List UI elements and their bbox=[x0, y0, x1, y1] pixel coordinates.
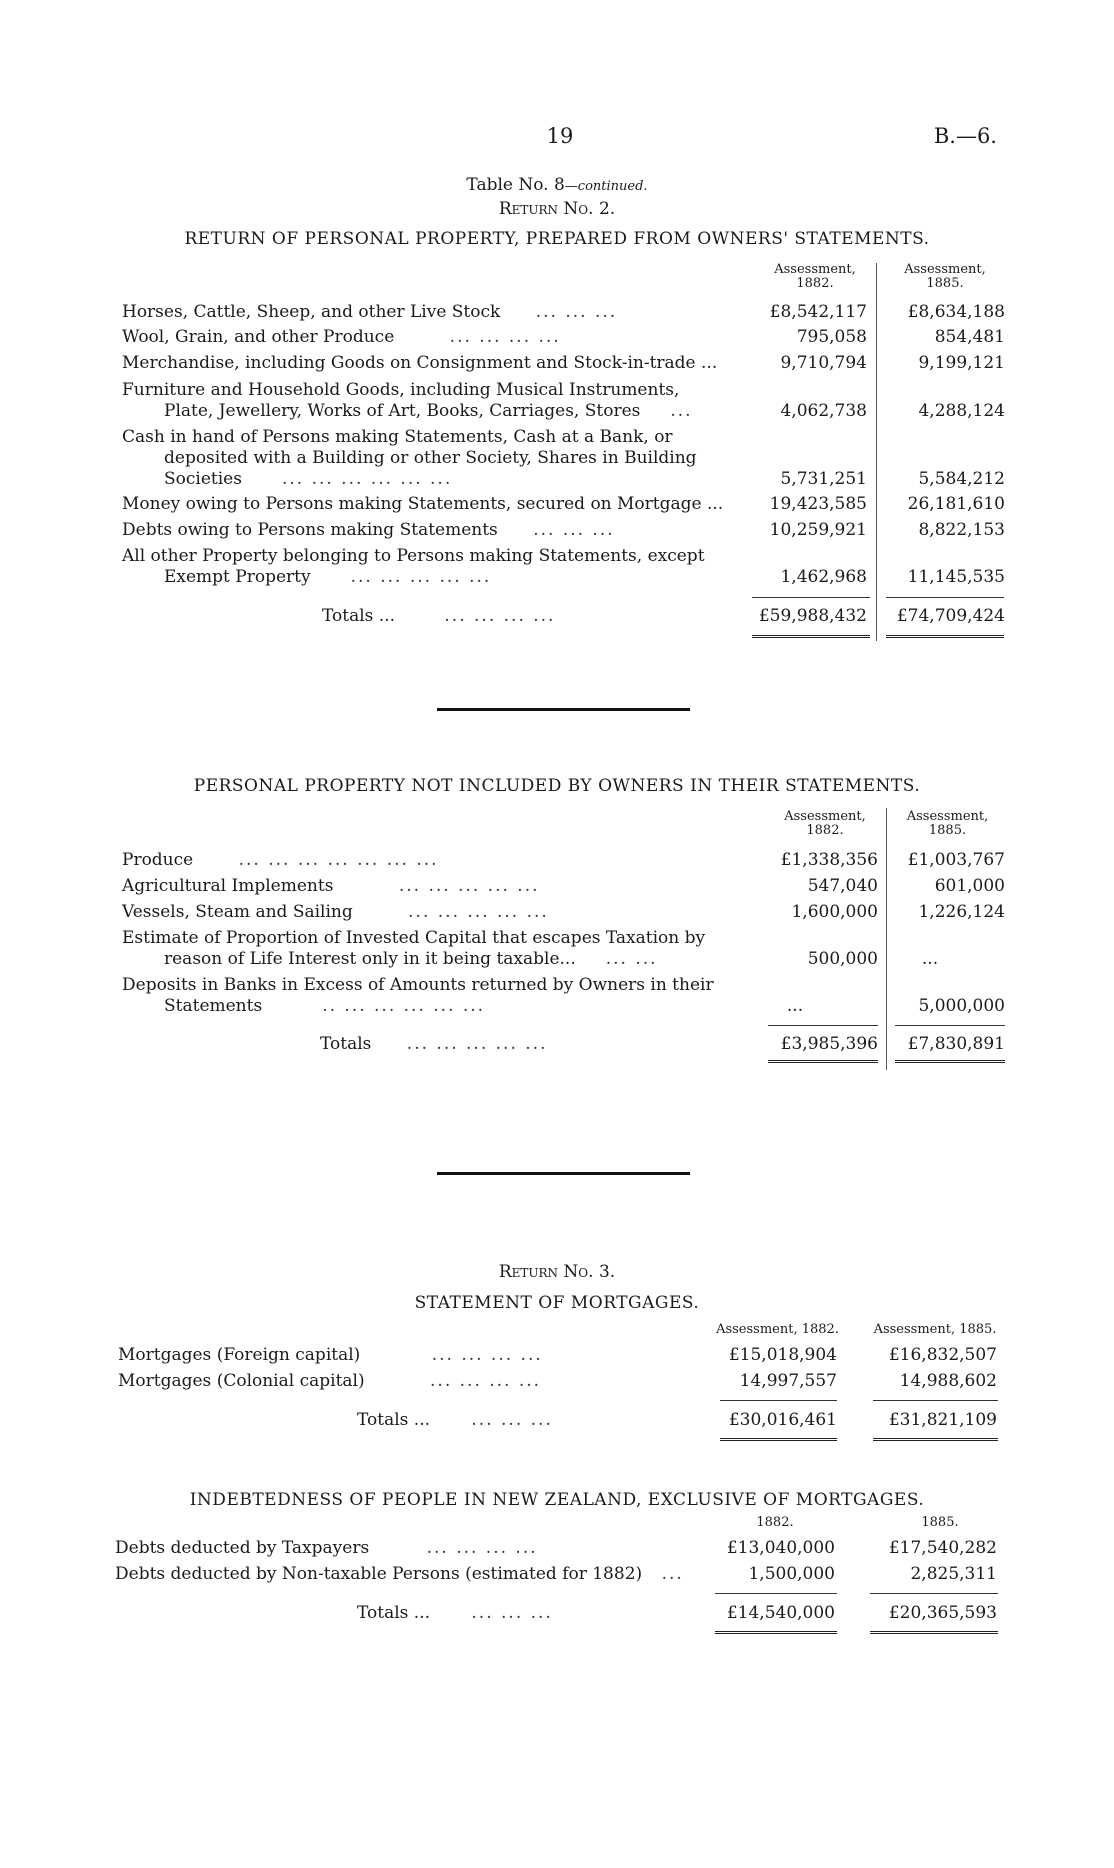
total-double-rule-1885 bbox=[873, 1438, 998, 1441]
total-double-rule-1885 bbox=[895, 1060, 1005, 1063]
totals-row: Totals ... ... ... ... ... bbox=[320, 1034, 548, 1054]
total-1882: £14,540,000 bbox=[726, 1603, 835, 1623]
value-1882: 1,600,000 bbox=[791, 902, 878, 922]
value-1885: 8,822,153 bbox=[918, 520, 1005, 540]
list-item: Wool, Grain, and other Produce ... ... ... ... bbox=[122, 327, 561, 347]
not-included-col-1882-header: Assessment, 1882. bbox=[784, 809, 866, 838]
return-2-label: Return No. 2. bbox=[498, 199, 616, 219]
total-double-rule-1882 bbox=[752, 635, 870, 638]
value-1885: £17,540,282 bbox=[888, 1538, 997, 1558]
total-double-rule-1882 bbox=[715, 1631, 837, 1634]
return-2-title: RETURN OF PERSONAL PROPERTY, PREPARED FROM OWNERS' STATEMENTS. bbox=[184, 229, 930, 249]
page-number: 19 bbox=[546, 124, 574, 148]
indebtedness-col-1882-header: 1882. bbox=[756, 1515, 794, 1530]
return-3-col-1885-header: Assessment, 1885. bbox=[873, 1322, 997, 1337]
subtotal-rule-1885 bbox=[873, 1400, 998, 1401]
total-1885: £74,709,424 bbox=[896, 606, 1005, 626]
value-1885: 1,226,124 bbox=[918, 902, 1005, 922]
total-1885: £7,830,891 bbox=[907, 1034, 1005, 1054]
list-item: Mortgages (Colonial capital) ... ... ... ... bbox=[118, 1371, 542, 1391]
subtotal-rule-1882 bbox=[715, 1593, 837, 1594]
value-1885: 26,181,610 bbox=[907, 494, 1005, 514]
value-1885: £1,003,767 bbox=[907, 850, 1005, 870]
list-item: Merchandise, including Goods on Consignment and Stock-in-trade ... bbox=[122, 353, 718, 373]
section-divider bbox=[437, 1172, 690, 1175]
indebtedness-title: INDEBTEDNESS OF PEOPLE IN NEW ZEALAND, EXCLUSIVE OF MORTGAGES. bbox=[189, 1490, 925, 1510]
value-1885: 4,288,124 bbox=[918, 401, 1005, 421]
table-caption-main: Table No. 8 bbox=[466, 175, 565, 195]
total-1882: £59,988,432 bbox=[758, 606, 867, 626]
value-1882: 500,000 bbox=[807, 949, 878, 969]
total-1882: £3,985,396 bbox=[780, 1034, 878, 1054]
value-1885: ... bbox=[921, 949, 939, 969]
value-1882: £1,338,356 bbox=[780, 850, 878, 870]
column-divider bbox=[876, 263, 877, 641]
value-1885: 5,584,212 bbox=[918, 469, 1005, 489]
value-1885: 5,000,000 bbox=[918, 996, 1005, 1016]
return-2-col-1882-header: Assessment, 1882. bbox=[774, 262, 856, 291]
not-included-col-1885-header: Assessment, 1885. bbox=[906, 809, 989, 838]
list-item: Cash in hand of Persons making Statements, Cash at a Bank, or deposited with a Building or other Society, Shares in Building Societies ... ... ... ... ... ... bbox=[122, 427, 697, 489]
value-1885: 9,199,121 bbox=[918, 353, 1005, 373]
value-1882: 14,997,557 bbox=[739, 1371, 837, 1391]
list-item: Debts deducted by Taxpayers ... ... ... ... bbox=[115, 1538, 538, 1558]
indebtedness-col-1885-header: 1885. bbox=[921, 1515, 959, 1530]
subtotal-rule-1882 bbox=[752, 597, 870, 598]
list-item: Furniture and Household Goods, including Musical Instruments, Plate, Jewellery, Works of Art, Books, Carriages, Stores ... bbox=[122, 380, 693, 421]
total-1882: £30,016,461 bbox=[728, 1410, 837, 1430]
totals-row: Totals ... ... ... ... bbox=[357, 1410, 553, 1430]
document-reference: B.—6. bbox=[933, 124, 997, 148]
value-1882: 5,731,251 bbox=[780, 469, 867, 489]
value-1882: 547,040 bbox=[807, 876, 878, 896]
list-item: Deposits in Banks in Excess of Amounts returned by Owners in their Statements .. ... ... ... ... ... bbox=[122, 975, 714, 1016]
value-1882: £13,040,000 bbox=[726, 1538, 835, 1558]
list-item: Horses, Cattle, Sheep, and other Live Stock ... ... ... bbox=[122, 302, 618, 322]
table-caption-continued: —continued. bbox=[564, 179, 648, 194]
value-1882: 19,423,585 bbox=[769, 494, 867, 514]
totals-row: Totals ... ... ... ... ... bbox=[322, 606, 556, 626]
total-double-rule-1885 bbox=[870, 1631, 998, 1634]
total-double-rule-1882 bbox=[720, 1438, 837, 1441]
value-1882: 10,259,921 bbox=[769, 520, 867, 540]
value-1882: 4,062,738 bbox=[780, 401, 867, 421]
value-1885: 11,145,535 bbox=[907, 567, 1005, 587]
list-item: Estimate of Proportion of Invested Capital that escapes Taxation by reason of Life Interest only in it being taxable... ... ... bbox=[122, 928, 706, 969]
value-1885: 2,825,311 bbox=[910, 1564, 997, 1584]
value-1885: £8,634,188 bbox=[907, 302, 1005, 322]
value-1882: 1,500,000 bbox=[748, 1564, 835, 1584]
subtotal-rule-1882 bbox=[768, 1025, 878, 1026]
subtotal-rule-1882 bbox=[720, 1400, 837, 1401]
section-divider bbox=[437, 708, 690, 711]
list-item: Debts deducted by Non-taxable Persons (estimated for 1882) ... bbox=[115, 1564, 684, 1584]
return-3-col-1882-header: Assessment, 1882. bbox=[716, 1322, 839, 1337]
list-item: All other Property belonging to Persons making Statements, except Exempt Property ... ... ... ... ... bbox=[122, 546, 705, 587]
value-1882: ... bbox=[786, 996, 804, 1016]
subtotal-rule-1885 bbox=[870, 1593, 998, 1594]
total-1885: £31,821,109 bbox=[888, 1410, 997, 1430]
return-2-col-1885-header: Assessment, 1885. bbox=[904, 262, 986, 291]
subtotal-rule-1885 bbox=[895, 1025, 1005, 1026]
value-1885: 601,000 bbox=[934, 876, 1005, 896]
list-item: Produce ... ... ... ... ... ... ... bbox=[122, 850, 439, 870]
value-1885: £16,832,507 bbox=[888, 1345, 997, 1365]
value-1882: 9,710,794 bbox=[780, 353, 867, 373]
table-caption bbox=[0, 175, 1114, 195]
value-1885: 14,988,602 bbox=[899, 1371, 997, 1391]
return-3-label: Return No. 3. bbox=[498, 1262, 616, 1282]
value-1882: £8,542,117 bbox=[769, 302, 867, 322]
not-included-title: PERSONAL PROPERTY NOT INCLUDED BY OWNERS IN THEIR STATEMENTS. bbox=[193, 776, 921, 796]
subtotal-rule-1885 bbox=[886, 597, 1004, 598]
list-item: Mortgages (Foreign capital) ... ... ... ... bbox=[118, 1345, 543, 1365]
total-double-rule-1882 bbox=[768, 1060, 878, 1063]
column-divider bbox=[886, 808, 887, 1070]
list-item: Money owing to Persons making Statements, secured on Mortgage ... bbox=[122, 494, 724, 514]
value-1882: £15,018,904 bbox=[728, 1345, 837, 1365]
list-item: Agricultural Implements ... ... ... ... ... bbox=[122, 876, 540, 896]
list-item: Debts owing to Persons making Statements ... ... ... bbox=[122, 520, 615, 540]
value-1882: 795,058 bbox=[796, 327, 867, 347]
value-1882: 1,462,968 bbox=[780, 567, 867, 587]
list-item: Vessels, Steam and Sailing ... ... ... ... ... bbox=[122, 902, 549, 922]
return-3-title: STATEMENT OF MORTGAGES. bbox=[414, 1293, 700, 1313]
total-1885: £20,365,593 bbox=[888, 1603, 997, 1623]
total-double-rule-1885 bbox=[886, 635, 1004, 638]
totals-row: Totals ... ... ... ... bbox=[357, 1603, 553, 1623]
value-1885: 854,481 bbox=[934, 327, 1005, 347]
